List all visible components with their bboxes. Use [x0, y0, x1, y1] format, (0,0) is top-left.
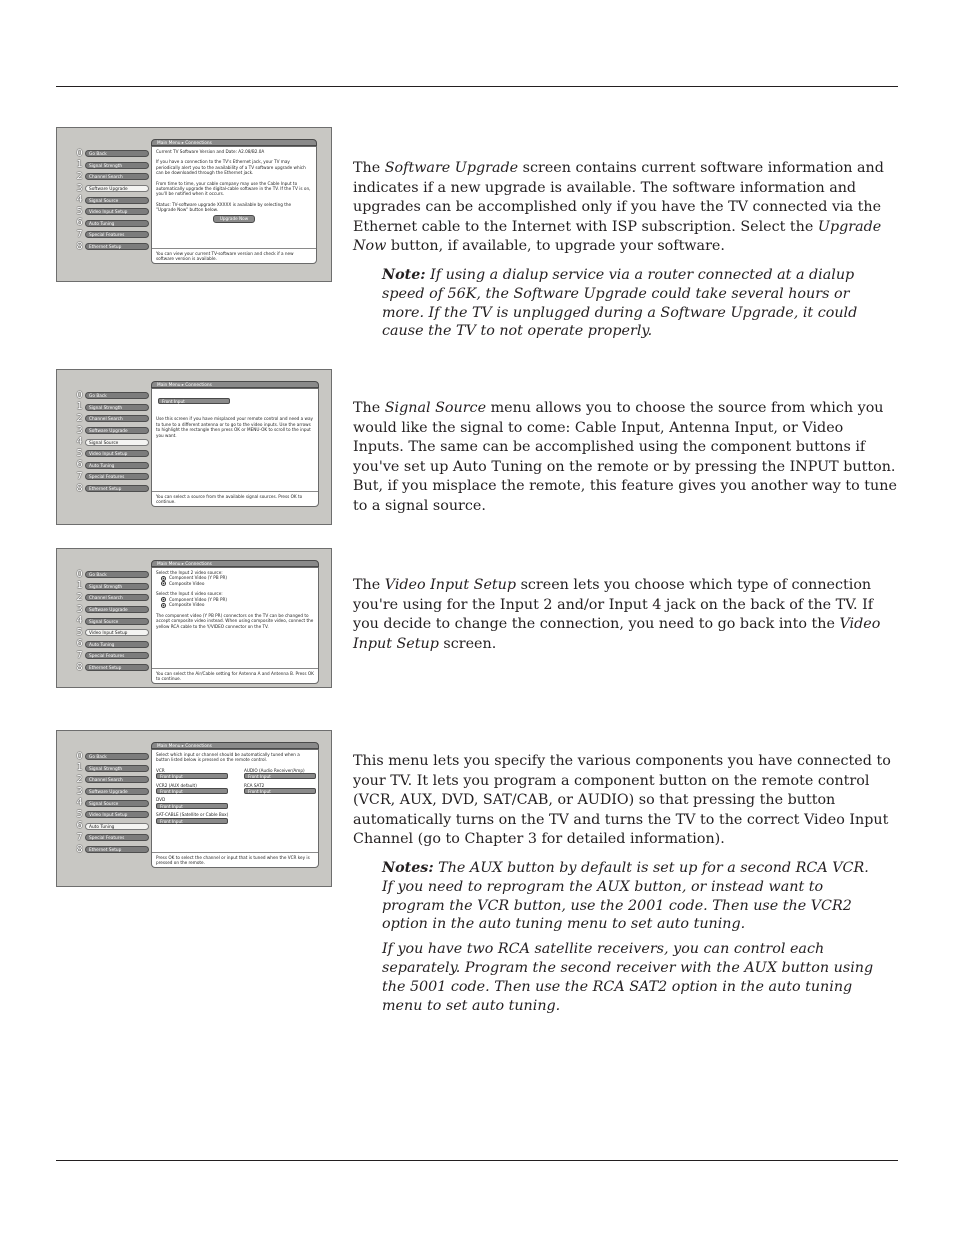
menu-item-number: 1 [76, 580, 83, 592]
emphasis: Software Upgrade [384, 160, 519, 176]
panel-paragraph: From time to time, your cable company may use the Cable Input to automatically upgrade the digital-cable software in the TV. If the TV is on, you'll be notified when it occurs. [156, 180, 311, 197]
software-upgrade-screenshot [56, 127, 332, 282]
radio-option[interactable]: Component Video (Y PB PR) [156, 575, 314, 581]
panel-footer: You can view your current TV-software version and check if a new software version is available. [152, 248, 316, 263]
menu-item-number: 7 [76, 470, 83, 482]
menu-item[interactable] [75, 569, 150, 581]
menu-item[interactable] [75, 206, 150, 218]
menu-item[interactable] [75, 844, 150, 856]
menu-item[interactable] [75, 241, 150, 253]
menu-item[interactable] [75, 448, 150, 460]
input4-heading: Select the Input 4 video source: [156, 591, 223, 597]
menu-item-label: Ethernet Setup [85, 846, 149, 853]
menu-item[interactable] [75, 809, 150, 821]
panel-footer: You can select a source from the available signal sources. Press OK to continue. [152, 491, 318, 506]
menu-item-label: Signal Strength [85, 404, 149, 411]
menu-item[interactable] [75, 229, 150, 241]
vcr2-label: VCR2 (AUX default) [156, 782, 197, 788]
menu-item-label: Ethernet Setup [85, 485, 149, 492]
menu-item[interactable] [75, 171, 150, 183]
menu-item-label: Go Back [85, 150, 149, 157]
menu-item[interactable] [75, 148, 150, 160]
menu-item-label: Special Features [85, 231, 149, 238]
menu-item[interactable] [75, 627, 150, 639]
menu-item[interactable] [75, 425, 150, 437]
side-menu [75, 390, 150, 494]
menu-item-number: 7 [76, 228, 83, 240]
menu-item-number: 3 [76, 424, 83, 436]
menu-item-number: 5 [76, 205, 83, 217]
bottom-rule [56, 1160, 898, 1161]
radio-icon [161, 603, 166, 608]
panel-paragraph: Use this screen if you have misplaced your remote control and need a way to tune to a different antenna or to go to the video inputs. Use the arrows to highlight the rectangle then press OK or MENU-OK to scroll to the input you want. [156, 416, 314, 438]
menu-item[interactable] [75, 832, 150, 844]
menu-item-number: 4 [76, 797, 83, 809]
side-menu [75, 569, 150, 673]
menu-item-number: 4 [76, 194, 83, 206]
menu-item-label: Ethernet Setup [85, 243, 149, 250]
menu-item-label: Go Back [85, 392, 149, 399]
menu-item[interactable] [75, 390, 150, 402]
menu-item-label: Special Features [85, 473, 149, 480]
menu-item-number: 7 [76, 831, 83, 843]
menu-item-number: 3 [76, 182, 83, 194]
menu-item-number: 8 [76, 843, 83, 855]
menu-item-label: Ethernet Setup [85, 664, 149, 671]
emphasis: Signal Source [384, 400, 487, 416]
menu-item-label: Special Features [85, 652, 149, 659]
menu-item-number: 3 [76, 785, 83, 797]
menu-item-number: 5 [76, 447, 83, 459]
menu-item-number: 2 [76, 170, 83, 182]
dvd-label: DVD [156, 797, 166, 803]
radio-option[interactable]: Composite Video [156, 602, 314, 608]
emphasis: Video Input Setup [384, 577, 517, 593]
top-rule [56, 86, 898, 87]
menu-item-number: 2 [76, 591, 83, 603]
vcr2-field[interactable]: Front Input [156, 788, 228, 794]
notes-label: Notes: [382, 860, 434, 876]
menu-panel [151, 381, 319, 507]
satcable-label: SAT-CABLE (Satellite or Cable Box) [156, 812, 229, 818]
input2-heading: Select the Input 2 video source: [156, 570, 223, 575]
panel-body [151, 146, 317, 264]
menu-item-number: 1 [76, 401, 83, 413]
auto-tuning-screenshot [56, 730, 332, 887]
upgrade-now-button[interactable]: Upgrade Now [213, 215, 255, 223]
menu-item[interactable] [75, 786, 150, 798]
panel-title: Main Menu ▸ Connections [151, 560, 319, 567]
panel-title: Main Menu ▸ Connections [151, 381, 319, 388]
menu-item[interactable] [75, 581, 150, 593]
menu-item-label: Video Input Setup [85, 450, 149, 457]
menu-item-number: 0 [76, 147, 83, 159]
menu-item-number: 7 [76, 649, 83, 661]
menu-item-label: Signal Source [85, 800, 149, 807]
menu-item[interactable] [75, 436, 150, 448]
panel-body [151, 749, 319, 868]
side-menu [75, 148, 150, 252]
software-version: Current TV Software Version and Date: A2.08/B2.0A [156, 149, 265, 154]
panel-body [151, 567, 319, 684]
dvd-field[interactable]: Front Input [156, 803, 228, 809]
menu-item[interactable] [75, 471, 150, 483]
menu-item-label: Signal Strength [85, 583, 149, 590]
menu-item-number: 2 [76, 412, 83, 424]
software-upgrade-text: The Software Upgrade screen contains current software information and indicates if a new upgrade is available. The software information and upgrades can be accomplished only if you have the TV connected via the Ethernet cable to the Internet with ISP subscription. Select the Upgrade Now button, if available, to upgrade your software. [353, 160, 884, 255]
menu-item[interactable] [75, 592, 150, 604]
menu-item-number: 6 [76, 638, 83, 650]
menu-item[interactable] [75, 160, 150, 172]
menu-item-number: 5 [76, 626, 83, 638]
panel-body [151, 388, 319, 507]
menu-item-label: Channel Search [85, 415, 149, 422]
auto-tuning-text: This menu lets you specify the various components you have connected to your TV. It lets you program a component button on the remote control (VCR, AUX, DVD, SAT/CAB, or AUDIO) so that pressing the button automatically turns on the TV and turns the TV to the correct Video Input Channel (go to Chapter 3 for detailed information). [353, 753, 891, 848]
menu-item-label: Go Back [85, 571, 149, 578]
panel-intro: Select which input or channel should be automatically tuned when a button listed below is pressed on the remote control. [156, 752, 300, 763]
menu-item-label: Channel Search [85, 173, 149, 180]
emphasis: Upgrade Now [353, 218, 882, 255]
signal-source-text: The Signal Source menu allows you to choose the source from which you would like the signal to come: Cable Input, Antenna Input, or Video Inputs. The same can be accomplished using the component buttons if you've set up Auto Tuning on the remote or by pressing the INPUT button. But, if you misplace the remote, this feature gives you another way to tune to a signal source. [353, 400, 897, 514]
menu-item-number: 0 [76, 750, 83, 762]
signal-source-field[interactable]: Front Input [158, 398, 230, 404]
menu-item-label: Auto Tuning [85, 462, 149, 469]
menu-item-label: Video Input Setup [85, 811, 149, 818]
menu-panel [151, 560, 319, 684]
menu-item[interactable] [75, 662, 150, 674]
menu-item[interactable] [75, 639, 150, 651]
menu-item-number: 1 [76, 159, 83, 171]
menu-item[interactable] [75, 604, 150, 616]
vcr-label: VCR [156, 767, 165, 773]
menu-item-number: 8 [76, 240, 83, 252]
menu-item-number: 4 [76, 436, 83, 448]
menu-item[interactable] [75, 615, 150, 627]
emphasis: Video Input Setup [353, 616, 881, 652]
video-input-setup-text: The Video Input Setup screen lets you choose which type of connection you're using for the Input 2 and/or Input 4 jack on the back of the TV. If you decide to change the connection, you need to go back into the Video Input Setup screen. [353, 577, 881, 652]
radio-option[interactable]: Composite Video [156, 581, 314, 587]
menu-item[interactable] [75, 774, 150, 786]
panel-footer: Press OK to select the channel or input that is tuned when the VCR key is pressed on the remote. [152, 852, 318, 867]
menu-item-number: 6 [76, 217, 83, 229]
menu-item-number: 1 [76, 762, 83, 774]
menu-item[interactable] [75, 402, 150, 414]
menu-item-label: Signal Source [85, 439, 149, 446]
side-menu [75, 751, 150, 855]
menu-item[interactable] [75, 194, 150, 206]
menu-item-number: 6 [76, 820, 83, 832]
menu-item[interactable] [75, 821, 150, 833]
menu-item-number: 2 [76, 773, 83, 785]
panel-paragraph: Status: TV-software upgrade XXXXX is available by selecting the "Upgrade Now" button below. [156, 201, 292, 213]
satcable-field[interactable]: Front Input [156, 818, 228, 824]
video-input-setup-screenshot [56, 548, 332, 688]
menu-item-label: Software Upgrade [85, 185, 149, 192]
menu-item-number: 5 [76, 808, 83, 820]
note-label: Note: [382, 267, 426, 283]
menu-item-number: 8 [76, 661, 83, 673]
menu-item[interactable] [75, 751, 150, 763]
note-paragraph: If you have two RCA satellite receivers, you can control each separately. Program the second receiver with the AUX button using the 5001 code. Then use the RCA SAT2 option in the auto tuning menu to set auto tuning. [382, 941, 874, 1014]
menu-item-label: Auto Tuning [85, 220, 149, 227]
menu-item-label: Special Features [85, 834, 149, 841]
audio-field[interactable]: Front Input [244, 773, 316, 779]
menu-item[interactable] [75, 460, 150, 472]
audio-label: AUDIO (Audio Receiver/Amp) [244, 767, 305, 773]
menu-item-label: Auto Tuning [85, 641, 149, 648]
menu-item-label: Software Upgrade [85, 788, 149, 795]
menu-item-label: Signal Strength [85, 765, 149, 772]
vcr-field[interactable]: Front Input [156, 773, 228, 779]
auto-tuning-notes: Notes: The AUX button by default is set up for a second RCA VCR. If you need to reprogram the AUX button, or instead want to program the VCR button, use the 2001 code. Then use the VCR2 option in the auto tuning menu to set auto tuning. If you have two RCA satellite receivers, you can control each separately. Program the second receiver with the AUX button using the 5001 code. Then use the RCA SAT2 option in the auto tuning menu to set auto tuning. [382, 859, 882, 1021]
menu-item-label: Signal Source [85, 618, 149, 625]
rcasat2-label: RCA SAT2 [244, 782, 265, 788]
menu-item-label: Video Input Setup [85, 629, 149, 636]
menu-item-number: 6 [76, 459, 83, 471]
menu-item[interactable] [75, 218, 150, 230]
menu-item-label: Software Upgrade [85, 606, 149, 613]
radio-icon [161, 581, 166, 586]
menu-item-number: 0 [76, 389, 83, 401]
rcasat2-field[interactable]: Front Input [244, 788, 316, 794]
menu-item-number: 8 [76, 482, 83, 494]
menu-item[interactable] [75, 797, 150, 809]
panel-title: Main Menu ▸ Connections [151, 742, 319, 749]
menu-item-number: 4 [76, 615, 83, 627]
menu-item-label: Channel Search [85, 776, 149, 783]
menu-panel [151, 139, 317, 264]
menu-item-label: Go Back [85, 753, 149, 760]
software-upgrade-note: Note: If using a dialup service via a router connected at a dialup speed of 56K, the Software Upgrade could take several hours or more. If the TV is unplugged during a Software Upgrade, it could cause the TV to not operate properly. [382, 267, 858, 340]
signal-source-screenshot [56, 369, 332, 525]
menu-item-label: Signal Source [85, 197, 149, 204]
menu-item[interactable] [75, 763, 150, 775]
menu-item-number: 0 [76, 568, 83, 580]
menu-item[interactable] [75, 483, 150, 495]
menu-item-label: Video Input Setup [85, 208, 149, 215]
panel-paragraph: The component video (Y PB PR) connectors on the TV can be changed to accept composite video instead. When using composite video, connect the yellow RCA cable to the Y/VIDEO connector on the TV. [156, 612, 314, 629]
menu-item-label: Channel Search [85, 594, 149, 601]
menu-item-label: Software Upgrade [85, 427, 149, 434]
menu-item-number: 3 [76, 603, 83, 615]
menu-item-label: Auto Tuning [85, 823, 149, 830]
menu-panel [151, 742, 319, 868]
panel-title: Main Menu ▸ Connections [151, 139, 317, 146]
radio-option[interactable]: Component Video (Y PB PR) [156, 597, 314, 603]
menu-item-label: Signal Strength [85, 162, 149, 169]
menu-item[interactable] [75, 413, 150, 425]
panel-paragraph: If you have a connection to the TV's Ethernet jack, your TV may periodically alert you to the availability of a TV software upgrade which can be downloaded through the Ethernet jack. [156, 159, 306, 176]
menu-item[interactable] [75, 650, 150, 662]
panel-footer: You can select the Air/Cable setting for Antenna A and Antenna B. Press OK to continue. [152, 668, 318, 683]
menu-item[interactable] [75, 183, 150, 195]
